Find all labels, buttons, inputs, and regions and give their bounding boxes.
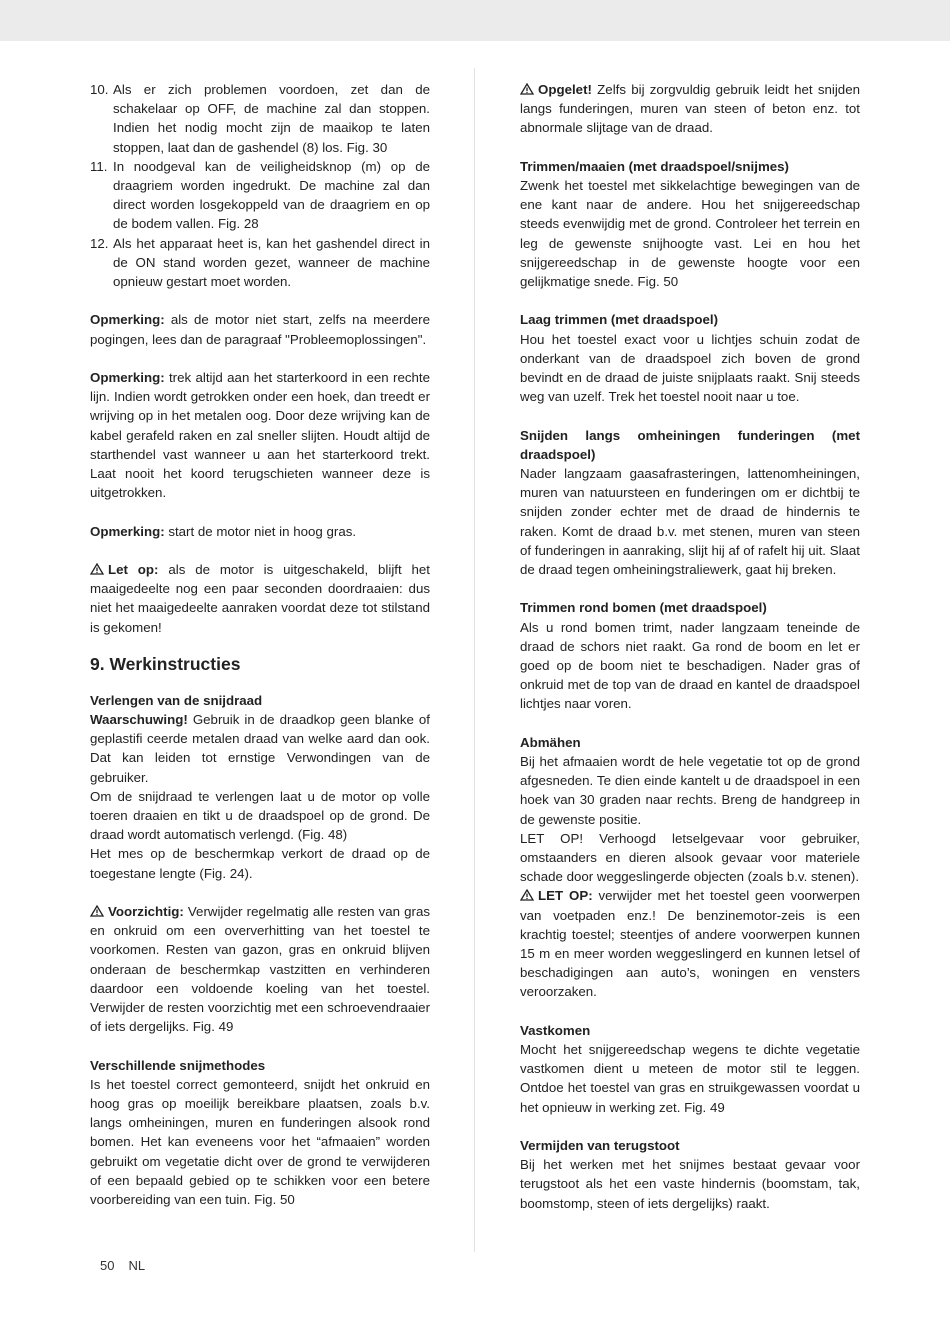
subheading: Snijden langs omheiningen funderingen (met draadspoel) xyxy=(520,427,860,462)
list-text: Als er zich problemen voordoen, zet dan de schakelaar op OFF, de machine zal dan stoppen. Indien het nodig mocht zijn de maaikop te laten stoppen, laat dan de gashendel (8) los. Fig. 30 xyxy=(113,82,430,155)
subheading: Vermijden van terugstoot xyxy=(520,1138,680,1154)
warning-label: Waarschuwing! xyxy=(90,712,188,728)
body-paragraph: Als u rond bomen trimt, nader langzaam teneinde de draad de schors niet raakt. Ga rond de boom en let er goed op de boom niet te beschadigen. Nader gras of onkruid met de top van de draad en kantel de draadspoel lichtjes naar voren. xyxy=(520,619,860,712)
warning-triangle-icon xyxy=(520,83,534,95)
list-number: 10. xyxy=(90,82,109,97)
body-paragraph: Mocht het snijgereedschap wegens te dichte vegetatie vastkomen dient u meteen de motor stil te leggen. Ontdoe het toestel van gras en struikgewassen voordat u het opnieuw in werking zet. Fig. 49 xyxy=(520,1042,860,1115)
note-text: trek altijd aan het starterkoord in een rechte lijn. Indien wordt getrokken onder een hoek, dan treedt er wrijving op in het metalen oog. Door deze wrijving kan de kabel gerafeld raken en zal sneller slijten. Houdt altijd de starthendel vast wanneer u aan het starterkoord trekt. Laat nooit het koord terugschieten wanneer deze is uitgetrokken. xyxy=(90,370,430,501)
subheading: Abmähen xyxy=(520,734,581,750)
list-text: In noodgeval kan de veiligheidsknop (m) op de draagriem worden ingedrukt. De machine zal dan direct worden losgekoppeld van de draagriem en op de bodem vallen. Fig. 28 xyxy=(113,158,430,232)
note-paragraph xyxy=(90,368,430,502)
note-paragraph xyxy=(90,310,430,348)
list-number: 12. xyxy=(90,235,109,251)
note-paragraph xyxy=(90,522,430,541)
list-number: 11. xyxy=(90,158,108,174)
caution-text: Verwijder regelmatig alle resten van gras en onkruid om een oververhitting van het toestel te voorkomen. Resten van gazon, gras en onkruid blijven onderaan de beschermkap vastzitten en verhinderen daardoor een voldoende koeling van het toestel. Verwijder de resten voorzichtig met een schroevendraaier of iets dergelijks. Fig. 49 xyxy=(90,904,430,1035)
section-title: 9. Werkinstructies xyxy=(90,653,241,674)
caution-label: Opgelet! xyxy=(538,82,592,97)
page-footer xyxy=(100,1258,145,1273)
caution-paragraph xyxy=(520,80,860,138)
page-number: 50 xyxy=(100,1258,115,1273)
note-text: als de motor niet start, zelfs na meerdere pogingen, lees dan de paragraaf "Probleemoplossingen". xyxy=(90,312,430,347)
left-column xyxy=(90,80,430,1209)
warning-paragraph xyxy=(90,710,430,787)
body-paragraph: Bij het afmaaien wordt de hele vegetatie tot op de grond afgesneden. Te dien einde kantelt u de draadspoel in een hoek van 30 graden naar rechts. Breng de handgreep in de gewenste positie. xyxy=(520,754,860,827)
warning-triangle-icon xyxy=(90,563,104,575)
warning-triangle-icon xyxy=(90,905,104,917)
body-paragraph: Om de snijdraad te verlengen laat u de motor op volle toeren draaien en tikt u de draadspoel op de grond. De draad wordt automatisch verlengd. (Fig. 48) xyxy=(90,788,430,843)
subheading: Trimmen/maaien (met draadspoel/snijmes) xyxy=(520,158,789,174)
body-paragraph: LET OP! Verhoogd letselgevaar voor gebruiker, omstaanders en dieren alsook gevaar voor materiele schade door weggeslingerde objecten (zoals b.v. stenen). xyxy=(520,830,860,885)
body-paragraph: Is het toestel correct gemonteerd, snijdt het onkruid en hoog gras op moeilijk bereikbare plaatsen, zoals b.v. langs omheiningen, muren en funderingen alsook rond bomen. Het kan eveneens voor het “afmaaien” worden gebruikt om vegetatie dicht over de grond te verwijderen of een bepaald gebied op te schikken voor een betere voorbereiding van een tuin. Fig. 50 xyxy=(90,1076,430,1208)
subheading: Verlengen van de snijdraad xyxy=(90,692,263,708)
subheading: Laag trimmen (met draadspoel) xyxy=(520,312,719,328)
caution-text: Zelfs bij zorgvuldig gebruik leidt het snijden langs funderingen, muren van steen of beton enz. tot abnormale slijtage van de draad. xyxy=(520,82,860,136)
top-bar xyxy=(0,0,950,41)
caution-label: Let op: xyxy=(108,562,159,578)
note-label: Opmerking: xyxy=(90,523,165,539)
note-label: Opmerking: xyxy=(90,312,165,328)
subheading: Trimmen rond bomen (met draadspoel) xyxy=(520,600,767,616)
list-item xyxy=(90,80,430,157)
list-text: Als het apparaat heet is, kan het gashendel direct in de ON stand worden gezet, wanneer de machine opnieuw gestart moet worden. xyxy=(113,235,430,290)
body-paragraph: Het mes op de beschermkap verkort de draad op de toegestane lengte (Fig. 24). xyxy=(90,846,430,881)
warning-triangle-icon xyxy=(520,889,534,901)
caution-label: LET OP: xyxy=(538,888,593,904)
subheading: Verschillende snijmethodes xyxy=(90,1057,266,1073)
body-paragraph: Bij het werken met het snijmes bestaat gevaar voor terugstoot als het een vaste hindernis (boomstam, tak, boomstomp, steen of iets dergelijks) raakt. xyxy=(520,1157,860,1211)
column-divider xyxy=(474,68,475,1252)
caution-paragraph xyxy=(90,902,430,1036)
caution-paragraph xyxy=(520,886,860,1001)
caution-paragraph xyxy=(90,560,430,637)
caution-label: Voorzichtig: xyxy=(108,904,184,920)
right-column xyxy=(520,80,860,1213)
language-code: NL xyxy=(128,1258,146,1273)
note-text: start de motor niet in hoog gras. xyxy=(164,523,357,539)
caution-text: verwijder met het toestel geen voorwerpen van voetpaden enz.! De benzinemotor-zeis is een krachtig toestel; steentjes of andere voorwerpen kunnen 15 m en meer worden weggeslingerd en kunnen letsel of beschadigingen aan auto’s, woningen en vensters veroorzaken. xyxy=(520,888,860,1000)
note-label: Opmerking: xyxy=(90,370,165,386)
body-paragraph: Nader langzaam gaasafrasteringen, lattenomheiningen, muren van natuursteen en funderingen om er dichtbij te snijden zonder echter met de draad de hindernis te raken. Komt de draad b.v. met stenen, muren van steen of funderingen in aanraking, slijt hij af of rafelt hij uit. Slaat de draad tegen omheiningstraliewerk, gaat hij breken. xyxy=(520,466,861,578)
body-paragraph: Hou het toestel exact voor u lichtjes schuin zodat de onderkant van de draadspoel zich boven de grond bevindt en de draad de juiste snijplaats raakt. Snij steeds weg van uzelf. Trek het toestel nooit naar u toe. xyxy=(520,331,860,405)
warning-text: Gebruik in de draadkop geen blanke of geplastifi ceerde metalen draad van welke aard dan ook. Dat kan leiden tot ernstige Verwondingen van de gebruiker. xyxy=(90,712,430,785)
list-item xyxy=(90,234,430,292)
subheading: Vastkomen xyxy=(520,1022,591,1038)
caution-text: als de motor is uitgeschakeld, blijft het maaigedeelte nog een paar seconden doordraaien: dus niet het maaigedeelte aanraken voordat deze tot stilstand is gekomen! xyxy=(90,562,430,635)
body-paragraph: Zwenk het toestel met sikkelachtige bewegingen van de ene kant naar de andere. Hou het snijgereedschap steeds evenwijdig met de grond. Controleer het terrein en leg de gewenste snijhoogte vast. Lei en hou het snijgereedschap in de gewenste hoogte voor een gelijkmatige snede. Fig. 50 xyxy=(520,178,860,290)
list-item xyxy=(90,157,430,234)
